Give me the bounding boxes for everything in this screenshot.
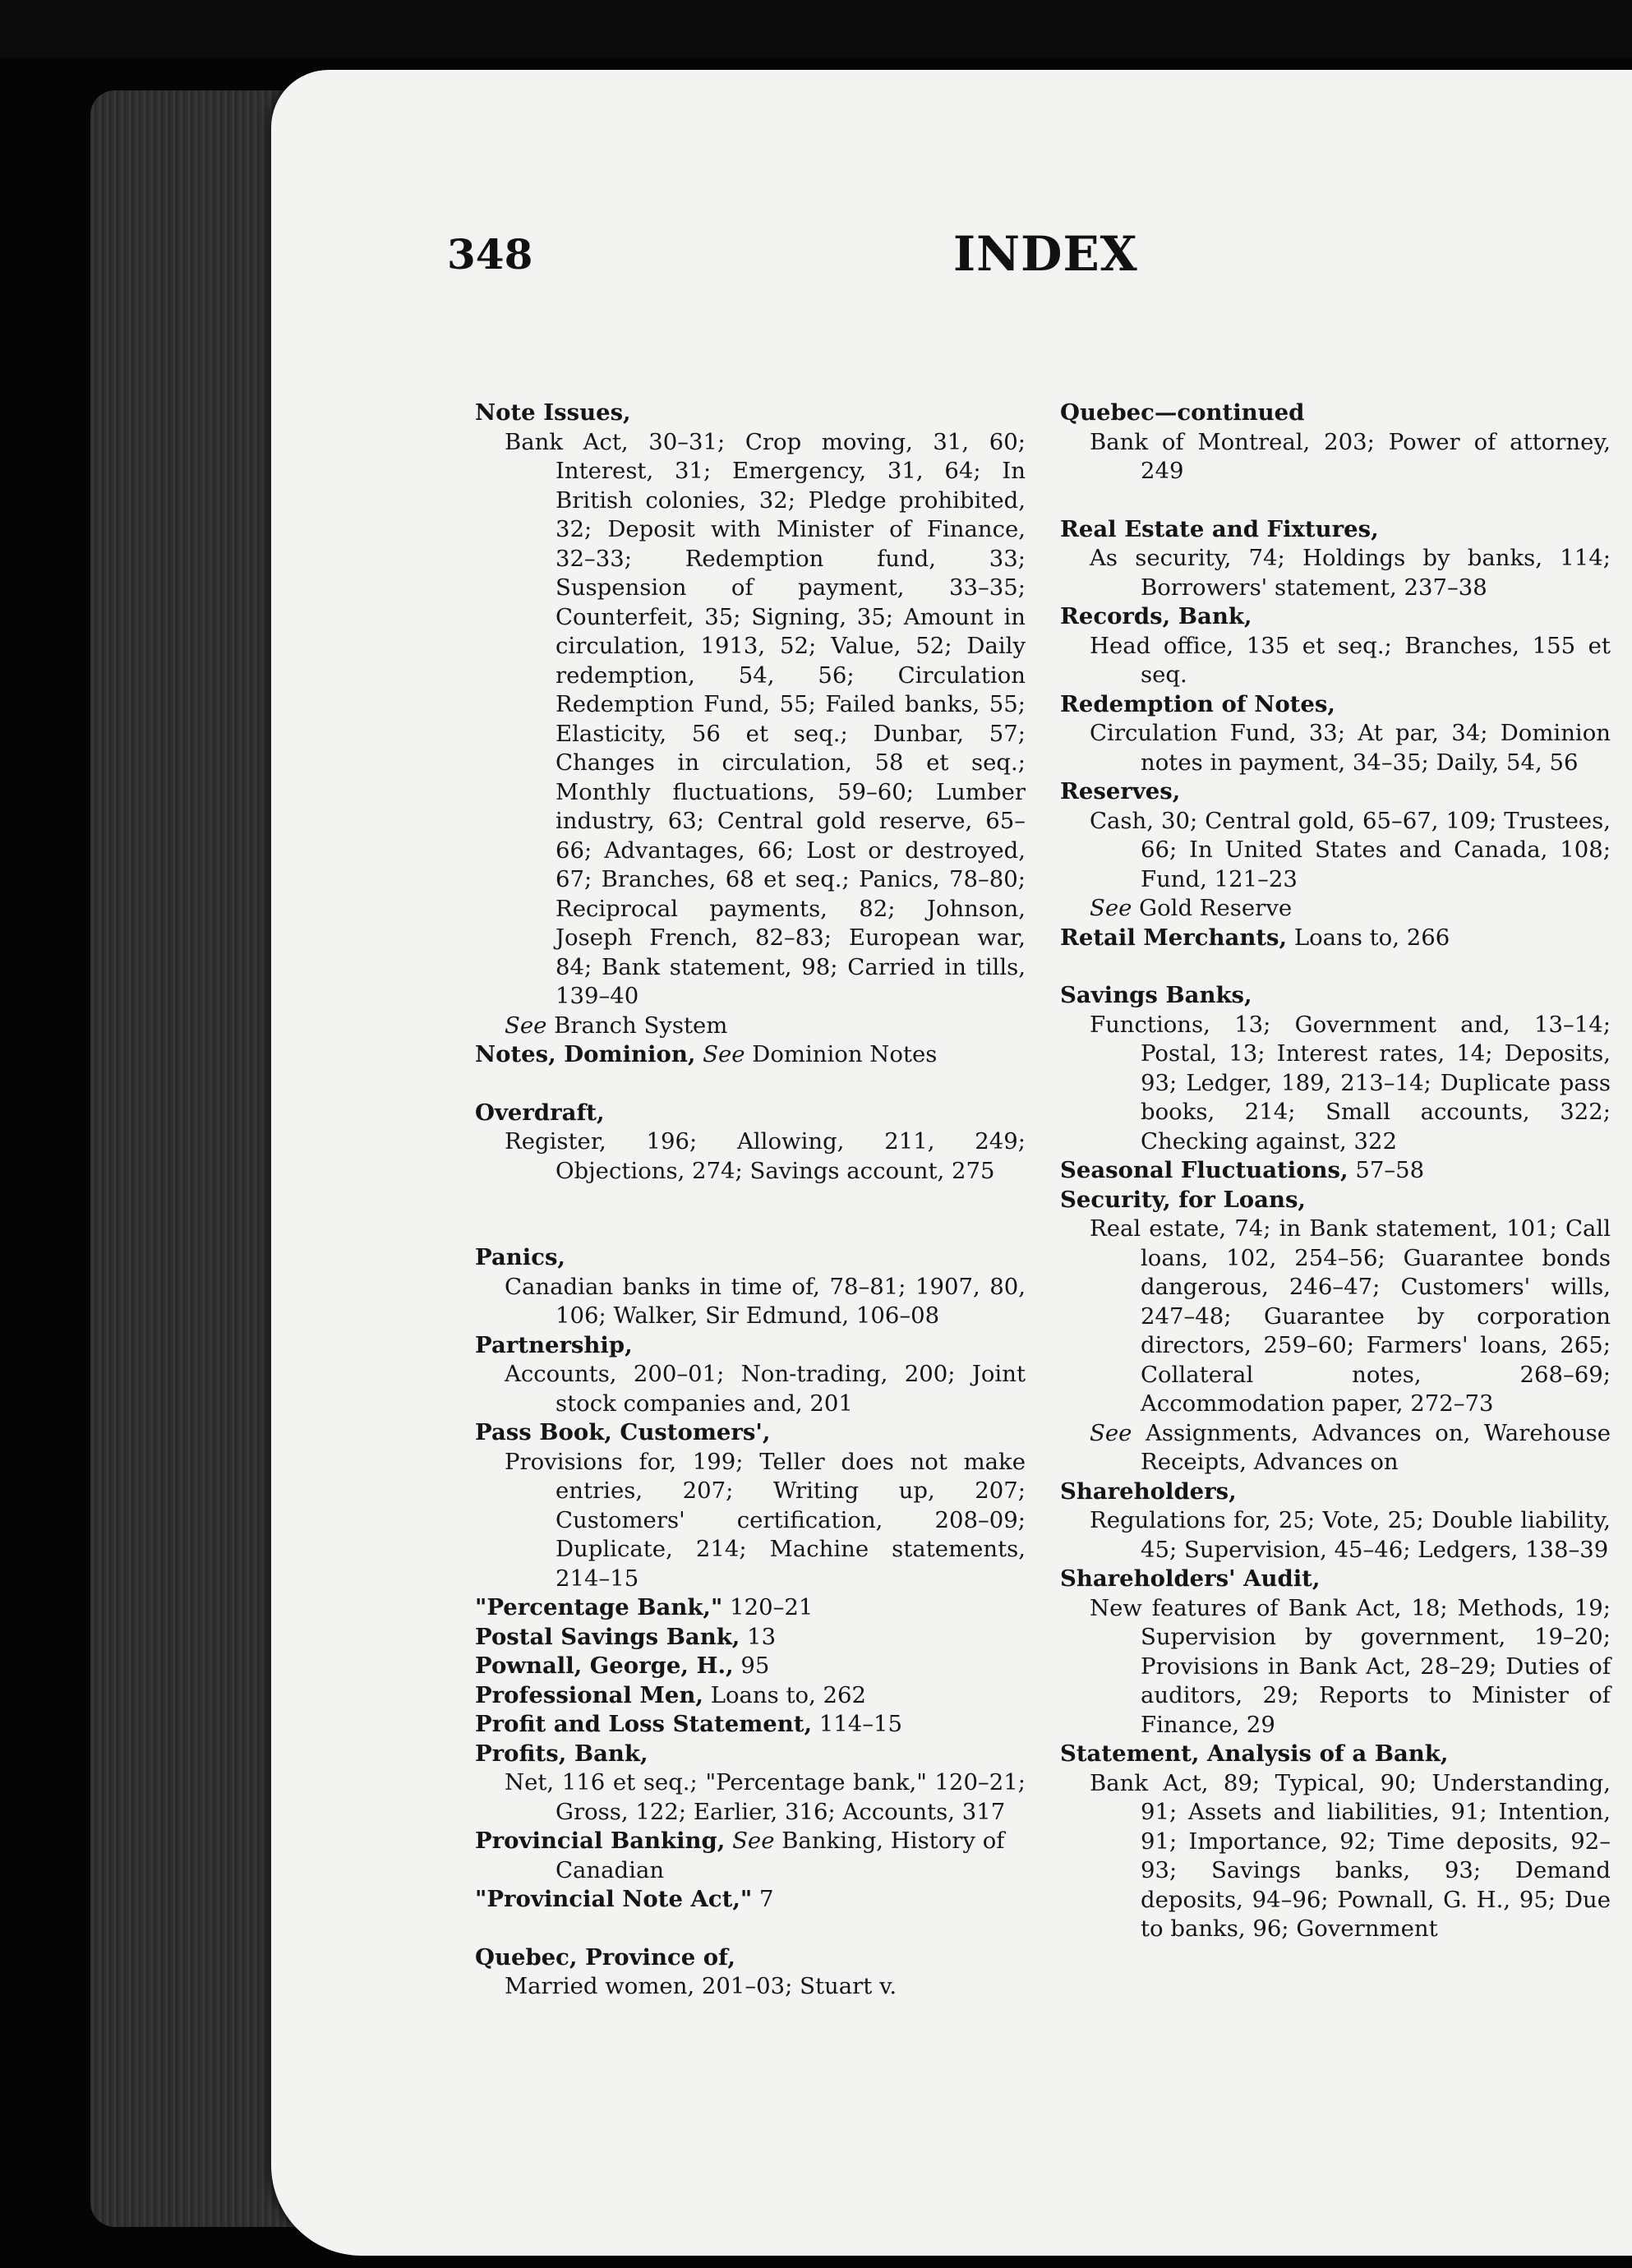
index-subentry: Bank of Montreal, 203; Power of attorney, 249 (1090, 428, 1611, 484)
index-heading: Provincial Banking, (475, 1828, 726, 1854)
index-entry (1060, 1156, 1611, 1186)
index-entry (475, 1593, 1026, 1623)
index-subentry: Cash, 30; Central gold, 65–67, 109; Trustees, 66; In United States and Canada, 108; Fund, 121–23 (1090, 807, 1611, 892)
index-subentry: Head office, 135 et seq.; Branches, 155 et seq. (1090, 632, 1611, 688)
page-reference: 114–15 (818, 1711, 903, 1737)
page-reference: Loans to, 262 (710, 1681, 867, 1708)
index-heading: "Percentage Bank," (475, 1594, 723, 1620)
index-heading: Redemption of Notes, (1060, 690, 1335, 717)
see-target: Branch System (554, 1012, 728, 1039)
index-entry (1060, 924, 1611, 953)
index-subentry: Accounts, 200–01; Non-trading, 200; Joint stock companies and, 201 (505, 1361, 1026, 1417)
index-heading: Panics, (475, 1244, 565, 1270)
page-reference: 120–21 (730, 1594, 814, 1620)
index-heading: Records, Bank, (1060, 603, 1252, 629)
index-heading: Statement, Analysis of a Bank, (1060, 1740, 1449, 1767)
see-reference (1060, 894, 1611, 924)
page-reference: 57–58 (1355, 1157, 1425, 1183)
index-column-right (1060, 399, 1611, 1944)
entry-gap (1060, 486, 1611, 515)
index-heading: Professional Men, (475, 1681, 703, 1708)
index-heading: "Provincial Note Act," (475, 1886, 753, 1912)
index-entry (475, 1885, 1026, 1915)
index-entry (475, 1652, 1026, 1681)
index-heading: Reserves, (1060, 778, 1181, 804)
page-number: 348 (447, 230, 533, 279)
index-heading: Profits, Bank, (475, 1740, 648, 1767)
index-heading: Security, for Loans, (1060, 1186, 1307, 1213)
entry-gap (475, 1070, 1026, 1099)
index-heading: Notes, Dominion, (475, 1041, 696, 1067)
index-heading: Retail Merchants, (1060, 924, 1288, 951)
index-subentry: Bank Act, 30–31; Crop moving, 31, 60; Interest, 31; Emergency, 31, 64; In British colonies, 32; Pledge prohibited, 32; Deposit with Minister of Finance, 32–33; Redemption fund, 33; Suspension of payment, 33–35; Counterfeit, 35; Signing, 35; Amount in circulation, 1913, 52; Value, 52; Daily redemption, 54, 56; Circulation Redemption Fund, 55; Failed banks, 55; Elasticity, 56 et seq.; Dunbar, 57; Changes in circulation, 58 et seq.; Monthly fluctuations, 59–60; Lumber industry, 63; Central gold reserve, 65–66; Advantages, 66; Lost or destroyed, 67; Branches, 68 et seq.; Panics, 78–80; Reciprocal payments, 82; Johnson, Joseph French, 82–83; European war, 84; Bank statement, 98; Carried in tills, 139–40 (505, 428, 1026, 1009)
index-subentry: Regulations for, 25; Vote, 25; Double liability, 45; Supervision, 45–46; Ledgers, 138–39 (1090, 1507, 1611, 1563)
index-heading: Shareholders, (1060, 1477, 1237, 1505)
index-heading: Overdraft, (475, 1099, 605, 1126)
entry-gap (1060, 952, 1611, 981)
index-heading: Savings Banks, (1060, 982, 1252, 1008)
index-subentry: Canadian banks in time of, 78–81; 1907, 80, 106; Walker, Sir Edmund, 106–08 (505, 1273, 1026, 1329)
index-subentry: Married women, 201–03; Stuart v. (505, 1973, 897, 1999)
see-word: See (505, 1012, 547, 1039)
index-entry (475, 1040, 1026, 1070)
index-heading: Postal Savings Bank, (475, 1623, 740, 1650)
see-target: Assignments, Advances on, Warehouse Receipts, Advances on (1141, 1419, 1611, 1475)
page-title: INDEX (953, 226, 1138, 282)
index-subentry: As security, 74; Holdings by banks, 114; Borrowers' statement, 237–38 (1090, 545, 1611, 601)
see-word: See (1090, 1419, 1132, 1446)
index-subentry: Register, 196; Allowing, 211, 249; Objections, 274; Savings account, 275 (505, 1128, 1026, 1184)
page-reference: 7 (758, 1886, 774, 1912)
index-subentry: Functions, 13; Government and, 13–14; Postal, 13; Interest rates, 14; Deposits, 93; Ledger, 189, 213–14; Duplicate pass books, 214; Small accounts, 322; Checking against, 322 (1090, 1011, 1611, 1155)
index-subentry: Bank Act, 89; Typical, 90; Understanding, 91; Assets and liabilities, 91; Intention, 91; Importance, 92; Time deposits, 92–93; Savings banks, 93; Demand deposits, 94–96; Pownall, G. H., 95; Due to banks, 96; Government (1090, 1769, 1611, 1942)
index-heading: Quebec—continued (1060, 399, 1305, 426)
entry-gap (475, 1915, 1026, 1943)
entry-gap (475, 1215, 1026, 1243)
index-subentry: Net, 116 et seq.; "Percentage bank," 120–21; Gross, 122; Earlier, 316; Accounts, 317 (505, 1769, 1026, 1825)
entry-gap (475, 1186, 1026, 1215)
index-heading: Real Estate and Fixtures, (1060, 515, 1379, 542)
page-reference: 95 (740, 1653, 770, 1679)
index-heading: Pass Book, Customers', (475, 1419, 771, 1445)
see-target: Dominion Notes (752, 1041, 938, 1067)
see-reference (1060, 1419, 1611, 1477)
see-word: See (703, 1041, 745, 1067)
index-subentry: Real estate, 74; in Bank statement, 101; Call loans, 102, 254–56; Guarantee bonds dangerous, 246–47; Customers' wills, 247–48; Guarantee by corporation directors, 259–60; Farmers' loans, 265; Collateral notes, 268–69; Accommodation paper, 272–73 (1090, 1215, 1611, 1417)
index-heading: Quebec, Province of, (475, 1943, 735, 1971)
see-word: See (732, 1828, 775, 1854)
index-heading: Shareholders' Audit, (1060, 1565, 1321, 1592)
index-entry (475, 1827, 1026, 1885)
index-column-left (475, 399, 1026, 2002)
index-heading: Note Issues, (475, 399, 631, 426)
index-entry (475, 1710, 1026, 1740)
index-heading: Seasonal Fluctuations, (1060, 1157, 1348, 1183)
page-reference: Loans to, 266 (1293, 924, 1450, 951)
index-heading: Partnership, (475, 1331, 633, 1358)
index-subentry: Circulation Fund, 33; At par, 34; Dominion notes in payment, 34–35; Daily, 54, 56 (1090, 720, 1611, 776)
index-entry (475, 1623, 1026, 1653)
see-word: See (1090, 895, 1132, 921)
see-reference (475, 1012, 1026, 1041)
index-subentry: Provisions for, 199; Teller does not make entries, 207; Writing up, 207; Customers' certification, 208–09; Duplicate, 214; Machine statements, 214–15 (505, 1448, 1026, 1592)
scan-top-border (0, 0, 1632, 58)
see-target: Banking, History of Canadian (556, 1828, 1005, 1883)
index-heading: Pownall, George, H., (475, 1653, 734, 1679)
index-entry (475, 1681, 1026, 1711)
index-subentry: New features of Bank Act, 18; Methods, 19; Supervision by government, 19–20; Provisions in Bank Act, 28–29; Duties of auditors, 29; Reports to Minister of Finance, 29 (1090, 1594, 1611, 1738)
book-page (271, 70, 1632, 2256)
index-heading: Profit and Loss Statement, (475, 1711, 813, 1737)
page-reference: 13 (747, 1623, 777, 1650)
see-target: Gold Reserve (1139, 895, 1293, 921)
